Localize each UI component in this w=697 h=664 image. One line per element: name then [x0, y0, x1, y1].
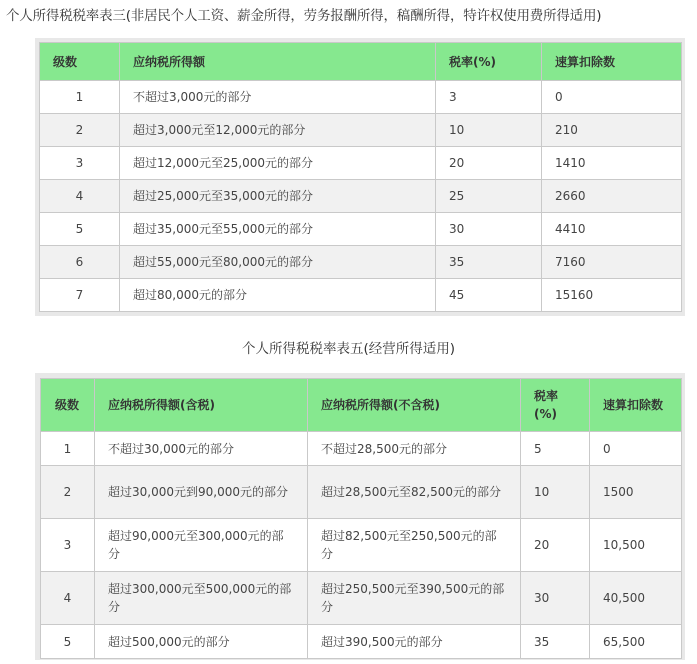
header-level: 级数	[40, 43, 120, 81]
cell-level: 6	[40, 246, 120, 279]
table-row	[40, 279, 682, 312]
cell-quick-deduction: 40,500	[590, 572, 682, 625]
cell-income-excl-tax: 超过390,500元的部分	[308, 625, 521, 659]
cell-level: 7	[40, 279, 120, 312]
cell-tax-rate: 35	[436, 246, 542, 279]
cell-tax-rate: 10	[521, 466, 590, 519]
cell-quick-deduction: 15160	[542, 279, 682, 312]
cell-tax-rate: 35	[521, 625, 590, 659]
cell-level: 1	[41, 432, 95, 466]
cell-income-incl-tax: 超过300,000元至500,000元的部分	[95, 572, 308, 625]
header-quick-deduction: 速算扣除数	[542, 43, 682, 81]
cell-quick-deduction: 1500	[590, 466, 682, 519]
cell-tax-rate: 45	[436, 279, 542, 312]
header-level: 级数	[41, 379, 95, 432]
cell-quick-deduction: 210	[542, 114, 682, 147]
cell-income-incl-tax: 不超过30,000元的部分	[95, 432, 308, 466]
cell-tax-rate: 20	[436, 147, 542, 180]
cell-taxable-income: 超过25,000元至35,000元的部分	[120, 180, 436, 213]
cell-quick-deduction: 1410	[542, 147, 682, 180]
cell-taxable-income: 不超过3,000元的部分	[120, 81, 436, 114]
cell-taxable-income: 超过3,000元至12,000元的部分	[120, 114, 436, 147]
tax-rate-table-3	[39, 42, 682, 312]
cell-taxable-income: 超过35,000元至55,000元的部分	[120, 213, 436, 246]
cell-level: 3	[40, 147, 120, 180]
table5-title: 个人所得税税率表五(经营所得适用)	[241, 341, 456, 357]
cell-level: 5	[40, 213, 120, 246]
cell-income-excl-tax: 超过250,500元至390,500元的部分	[308, 572, 521, 625]
cell-tax-rate: 30	[521, 572, 590, 625]
cell-level: 4	[41, 572, 95, 625]
cell-tax-rate: 30	[436, 213, 542, 246]
table-row	[41, 519, 682, 572]
header-taxable-income: 应纳税所得额	[120, 43, 436, 81]
cell-level: 5	[41, 625, 95, 659]
cell-tax-rate: 5	[521, 432, 590, 466]
cell-quick-deduction: 4410	[542, 213, 682, 246]
header-quick-deduction: 速算扣除数	[590, 379, 682, 432]
table3-title: 个人所得税税率表三(非居民个人工资、薪金所得，劳务报酬所得，稿酬所得，特许权使用费所得适用)	[6, 8, 602, 24]
cell-quick-deduction: 0	[542, 81, 682, 114]
cell-level: 4	[40, 180, 120, 213]
cell-level: 2	[41, 466, 95, 519]
header-tax-rate: 税率(%)	[521, 379, 590, 432]
table-header-row	[40, 43, 682, 81]
cell-quick-deduction: 7160	[542, 246, 682, 279]
table-row	[41, 466, 682, 519]
table-row	[41, 572, 682, 625]
table-row	[40, 180, 682, 213]
cell-tax-rate: 10	[436, 114, 542, 147]
header-tax-rate: 税率(%)	[436, 43, 542, 81]
cell-taxable-income: 超过80,000元的部分	[120, 279, 436, 312]
tax-rate-table-5	[40, 378, 682, 659]
cell-taxable-income: 超过55,000元至80,000元的部分	[120, 246, 436, 279]
cell-quick-deduction: 0	[590, 432, 682, 466]
cell-taxable-income: 超过12,000元至25,000元的部分	[120, 147, 436, 180]
table-row	[41, 625, 682, 659]
table-row	[41, 432, 682, 466]
cell-quick-deduction: 2660	[542, 180, 682, 213]
table-row	[40, 147, 682, 180]
table-row	[40, 213, 682, 246]
cell-income-excl-tax: 不超过28,500元的部分	[308, 432, 521, 466]
header-taxable-income-incl-tax: 应纳税所得额(含税)	[95, 379, 308, 432]
cell-income-excl-tax: 超过82,500元至250,500元的部分	[308, 519, 521, 572]
table-row	[40, 246, 682, 279]
cell-income-incl-tax: 超过500,000元的部分	[95, 625, 308, 659]
cell-quick-deduction: 65,500	[590, 625, 682, 659]
cell-level: 1	[40, 81, 120, 114]
cell-income-excl-tax: 超过28,500元至82,500元的部分	[308, 466, 521, 519]
cell-tax-rate: 3	[436, 81, 542, 114]
table-row	[40, 81, 682, 114]
header-taxable-income-excl-tax: 应纳税所得额(不含税)	[308, 379, 521, 432]
cell-tax-rate: 20	[521, 519, 590, 572]
cell-income-incl-tax: 超过30,000元到90,000元的部分	[95, 466, 308, 519]
table-header-row	[41, 379, 682, 432]
table-row	[40, 114, 682, 147]
cell-quick-deduction: 10,500	[590, 519, 682, 572]
cell-income-incl-tax: 超过90,000元至300,000元的部分	[95, 519, 308, 572]
cell-level: 2	[40, 114, 120, 147]
cell-level: 3	[41, 519, 95, 572]
cell-tax-rate: 25	[436, 180, 542, 213]
